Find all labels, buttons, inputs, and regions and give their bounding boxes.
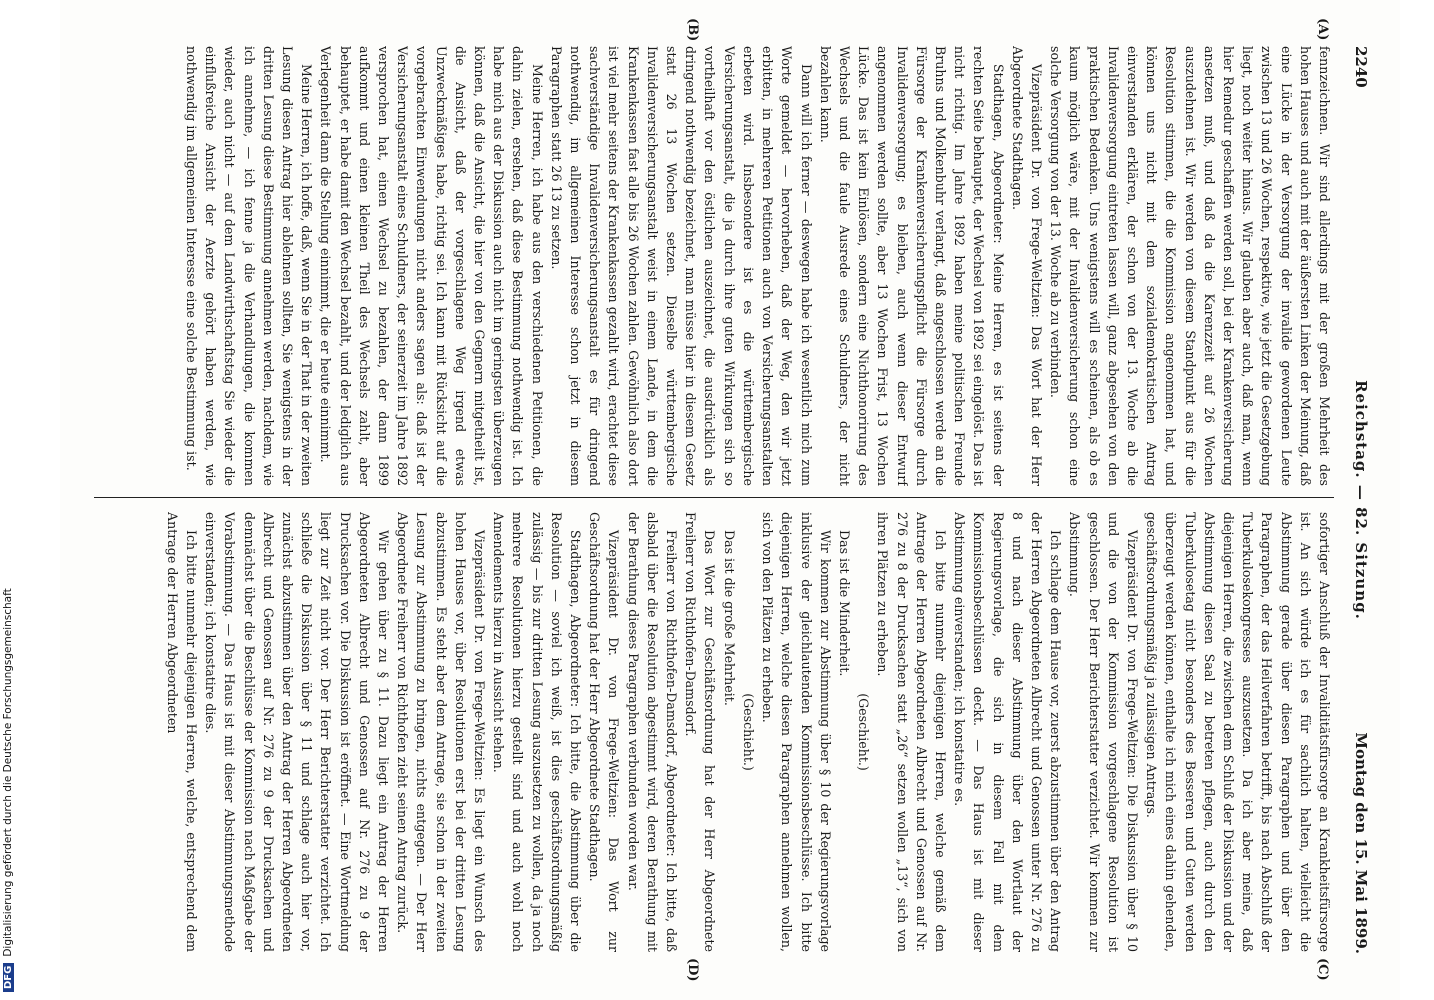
paragraph: Wir kommen zur Abstimmung über § 10 der Regierungsvorlage inklusive der gleichlautenden Kommissionsbeschlüsse. Ich bitte diejenigen Herren, welche diesen Paragraphen annehmen wollen, sich von den Plätzen zu erheben. [760,512,833,952]
paragraph: Vizepräsident Dr. von Frege-Weltzien: Die Diskussion über § 10 und die von der Kommission vorgeschlagene Resolution ist geschlossen. Der Herr Berichterstatter verzichtet. Wir kommen zur Abstimmung. [1067,512,1140,952]
dfg-logo-icon: DFG [3,963,14,992]
paragraph: Ich bitte nunmehr diejenigen Herren, welche, entsprechend dem Antrage der Herren Abgeordneten [164,512,200,952]
paragraph: Das ist die große Mehrheit. [721,530,737,706]
session-title: Reichstag. — 82. Sitzung. [1352,380,1370,620]
funding-note [2,0,16,1000]
column-divider [94,497,1334,498]
funding-text: Digitalisierung gefördert durch die Deutsche Forschungsgemeinschaft [2,588,14,957]
paragraph: Wir gehen über zu § 11. Dazu liegt ein Antrag der Herren Abgeordneten Albrecht und Genossen auf Nr. 276 zu 9 der Drucksachen vor. Die Diskussion ist eröffnet. — Eine Wortmeldung liegt zur Zeit nicht vor. Der Herr Berichterstatter verzichtet. Ich schließe die Diskussion über § 11 und schlage auch hier vor, zunächst abzustimmen über den Antrag der Herren Abgeordneten Albrecht und Genossen auf Nr. 276 zu 9 der Drucksachen und demnächst über die Beschlüsse der Kommission nach Maßgabe der Vorabstimmung. — Das Haus ist mit dieser Abstimmungsmethode einverstanden; ich konstatire dies. [203,512,392,952]
stage-direction: (Geschieht.) [856,693,872,771]
paragraph: Ich bitte nunmehr diejenigen Herren, welche gemäß dem Antrage der Herren Abgeordneten Albrecht und Genossen auf Nr. 276 zu 8 der Drucksachen statt „26“ setzen wollen „13“, sich von ihren Plätzen zu erheben. [875,512,948,952]
paragraph: Ich schlage dem Hause vor, zuerst abzustimmen über den Antrag der Herren Abgeordneten Albrecht und Genossen unter Nr. 276 zu 8 und nach dieser Abstimmung über den Wortlaut der Regierungsvorlage, die sich in diesem Fall mit dem Kommissionsbeschlüssen deckt. — Das Haus ist mit dieser Abstimmung einverstanden; ich konstatire es. [952,512,1064,952]
paragraph: fennzeichnen. Wir sind allerdings mit der großen Mehrheit des hohen Hauses und auch mit der äußersten Linken der Meinung, daß eine Lücke in der Versorgung der invalide gewordenen Leute zwischen 13 und 26 Wochen, respektive, wie jetzt die Gesetzgebung liegt, noch weiter hinaus. Wir glauben aber auch, daß man, wenn hier Remedur geschaffen werden soll, bei der Krankenversicherung ansetzen muß, und daß da die Karenzzeit auf 26 Wochen auszudehnen ist. Wir werden von diesem Standpunkt aus für die Resolution stimmen, die die Kommission angenommen hat, und können uns nicht mit dem sozialdemokratischen Antrag einverstanden erklären, der schon von der 13. Woche ab die Invalidenversorgung eintreten lassen will, ganz abgesehen von den praktischen Bedenken. Uns wenigstens will es scheinen, als ob es kaum möglich wäre, mit der Invalidenversicherung schon eine solche Versorgung von der 13. Woche ab zu verbinden. [1048,46,1332,486]
paragraph: Das ist die Minderheit. [836,530,852,677]
paragraph: Freiherr von Richthofen-Damsdorf, Abgeordneter: Ich bitte, daß alsbald über die Resolution abgestimmt wird, deren Berathung mit der Berathung dieses Paragraphen verbunden worden war. [625,512,680,952]
paragraph: Dann will ich ferner — deswegen habe ich wesentlich mich zum Worte gemeldet — hervorheben, daß der Weg, den wir jetzt erbitten, in mehreren Petitionen auch von Versicherungsanstalten erbeten wird. Insbesondere ist es die württembergische Versicherungsanstalt, die ja durch ihre guten Wirkungen sich so vortheilhaft vor den östlichen auszeichnet, die ausdrücklich als dringend nothwendig bezeichnet, man müsse hier in diesem Gesetz statt 26 13 Wochen setzen. Dieselbe württembergische Invalidenversicherungsanstalt weist in einem Lande, in dem die Krankenkassen fast alle bis 26 Wochen zahlen. Gewöhnlich also dort ist viel mehr seitens der Krankenkassen gezahlt wird, erachtet diese sachverständige Invalidenversicherungsanstalt es für dringend nothwendig, im allgemeinen Interesse schon jetzt in diesem Paragraphen statt 26 13 zu setzen. [548,46,814,486]
session-date: Montag den 15. Mai 1899. [1352,732,1370,954]
paragraph: Vizepräsident Dr. von Frege-Weltzien: Das Wort zur Geschäftsordnung hat der Herr Abgeordnete Stadthagen. [587,512,622,952]
margin-letter-b: (B) [685,18,700,42]
paragraph: Stadthagen, Abgeordneter: Meine Herren, es ist seitens der rechten Seite behauptet, der Wechsel von 1892 sei eingelöst. Das ist nicht richtig. Im Jahre 1892 haben meine politischen Freunde Bruhns und Molkenbuhr verlangt, daß angeschlossen werde an die Fürsorge der Krankenversicherungspflicht die Fürsorge durch Invalidenversorgung; es bleiben, auch wenn dieser Entwurf angenommen werden sollte, aber 13 Wochen Frist, 13 Wochen Lücke. Das ist kein Einlösen, sondern eine Nichthonorirung des Wechsels und die faule Ausrede eines Schuldners, der nicht bezahlen kann. [817,46,1006,486]
rotated-page [60,0,1400,1000]
margin-letter-d: (D) [685,958,700,982]
left-column [94,46,1334,486]
paragraph: sofortiger Anschluß der Invaliditätsfürsorge an Krankheitsfürsorge ist. An sich würde ich es für sachlich halten, vielleicht die Abstimmung gerade über diesen Paragraphen und über den Paragraphen, der das Heilverfahren betrifft, bis nach Abschluß der Tuberkulosekongresses auszusetzen. Da ich aber meine, daß diejenigen Herren, die zwischen dem Schluß der Diskussion und der Abstimmung diesen Saal zu betreten pflegen, auch durch den Tuberkulosetag nicht besonders des Besseren und Guten werden überzeugt werden können, enthalte ich mich eines dahin gehenden, geschäftsordnungsmäßig ja zulässigen Antrags. [1144,512,1332,952]
paragraph: Vizepräsident Dr. von Frege-Weltzien: Es liegt ein Wunsch des hohen Hauses vor, über Resolutionen erst bei der dritten Lesung abzustimmen. Es steht aber dem Antrage, sie schon in der zweiten Lesung zur Abstimmung zu bringen, nichts entgegen. — Der Herr Abgeordnete Freiherr von Richthofen zieht seinen Antrag zurück. [395,512,488,952]
paragraph: Meine Herren, ich habe aus den verschiedenen Petitionen, die dahin zielen, ersehen, daß diese Bestimmung nothwendig ist. Ich habe mich aus der Diskussion auch nicht im geringsten überzeugen können, daß die Ansicht, die hier von den Gegnern mitgetheilt ist, die Ansicht, daß der vorgeschlagene Weg irgend etwas Unzweckmäßiges habe, richtig sei. Ich kann mit Rücksicht auf die vorgebrachten Einwendungen nicht anders sagen als: daß ist der Versicherungsanstalt eines Schuldners, der seinerzeit im Jahre 1892 versprochen hat, einen Wechsel zu bezahlen, der dann 1899 aufkommt und einen kleinen Theil des Wechsels zahlt, aber behauptet, er habe damit den Wechsel bezahlt, und der lediglich aus Verlegenheit dann die Stellung einnimmt, die er heute einnimmt. [318,46,545,486]
margin-letter-a: (A) [1315,18,1330,41]
stage-direction: (Geschieht.) [740,693,756,771]
paragraph: Vizepräsident Dr. von Frege-Weltzien: Das Wort hat der Herr Abgeordnete Stadthagen. [1009,46,1044,486]
right-column [94,512,1334,952]
page-header [1344,46,1370,954]
margin-letter-c: (C) [1315,958,1330,981]
paragraph: Meine Herren, ich hoffe, daß, wenn Sie in der That in der zweiten Lesung diesen Antrag hier ablehnen sollten, Sie wenigstens in der dritten Lesung diese Bestimmung annehmen werden, nachdem, wie ich annehme, — ich fenne ja die Verhandlungen, die kommen wieder, auch nicht — auf dem Landwirthschaftstag Sie wieder die einflußreiche Ansicht der Aerzte gehört haben werden, wie nothwendig im allgemeinen Interesse eine solche Bestimmung ist. [184,46,315,486]
paragraph: Stadthagen, Abgeordneter: Ich bitte, die Abstimmung über die Resolution — soviel ich weiß, ist dies geschäftsordnungsmäßig zulässig — bis zur dritten Lesung auszusetzen zu wollen, da ja noch mehrere Resolutionen hierzu gestellt sind und auch wohl noch Amendements hierzu in Aussicht stehen. [491,512,584,952]
page-number: 2240 [1352,46,1370,88]
paragraph: Das Wort zur Geschäftsordnung hat der Herr Abgeordnete Freiherr von Richthofen-Damsdorf. [683,512,718,952]
